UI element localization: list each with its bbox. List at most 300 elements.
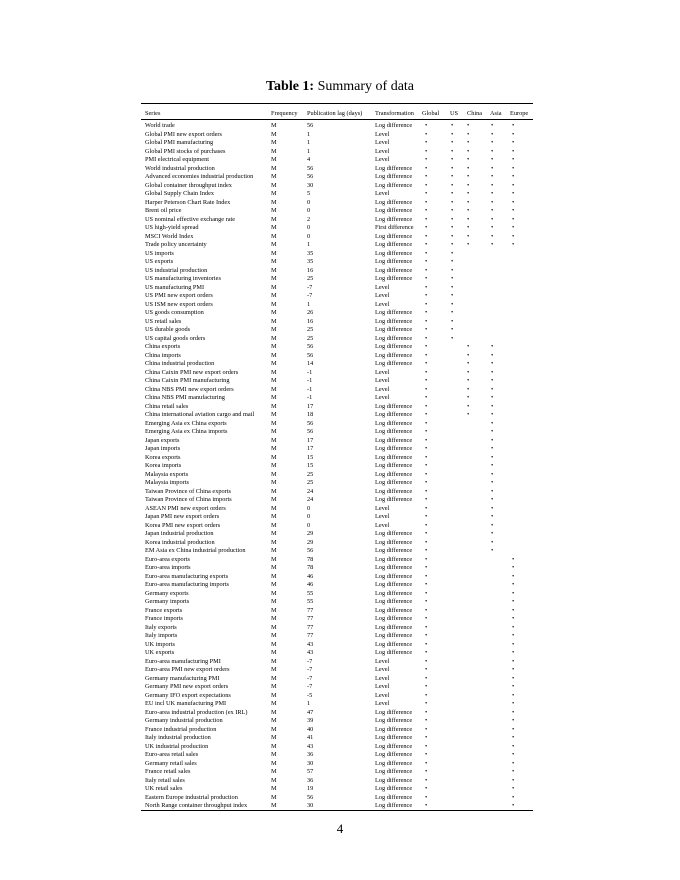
global-marker: • [425, 606, 428, 614]
frequency-cell: M [271, 666, 277, 673]
transformation-cell: Log difference [375, 564, 413, 571]
frequency-cell: M [271, 368, 277, 376]
transformation-cell: Log difference [375, 122, 413, 129]
publication-lag-cell: -1 [307, 377, 313, 384]
europe-marker: • [512, 802, 515, 809]
table-row [0, 598, 680, 607]
china-marker: • [467, 181, 470, 189]
header-us: US [450, 110, 459, 117]
frequency-cell: M [271, 445, 277, 452]
table-row [0, 292, 680, 301]
asia-marker: • [491, 470, 494, 478]
global-marker: • [425, 598, 428, 605]
europe-marker: • [512, 555, 515, 563]
table-row [0, 581, 680, 590]
table-row [0, 539, 680, 548]
series-cell: US durable goods [145, 326, 191, 333]
table-row [0, 131, 680, 140]
publication-lag-cell: 46 [307, 572, 314, 580]
table-row [0, 496, 680, 505]
publication-lag-cell: 0 [307, 521, 311, 529]
table-row [0, 411, 680, 420]
asia-marker: • [491, 139, 494, 146]
frequency-cell: M [271, 674, 277, 682]
header-china: China [467, 110, 483, 117]
europe-marker: • [512, 657, 515, 665]
global-marker: • [425, 139, 428, 146]
global-marker: • [425, 360, 428, 367]
transformation-cell: Log difference [375, 623, 413, 631]
transformation-cell: Log difference [375, 615, 413, 622]
europe-marker: • [512, 742, 515, 750]
header-global: Global [422, 110, 440, 117]
frequency-cell: M [271, 351, 277, 359]
series-cell: Germany exports [145, 589, 189, 597]
frequency-cell: M [271, 683, 277, 690]
global-marker: • [425, 657, 428, 665]
global-marker: • [425, 130, 428, 138]
frequency-cell: M [271, 521, 277, 529]
china-marker: • [467, 394, 470, 401]
frequency-cell: M [271, 785, 277, 792]
series-cell: PMI electrical equipment [145, 156, 209, 163]
transformation-cell: Level [375, 666, 390, 673]
global-marker: • [425, 538, 428, 546]
global-marker: • [425, 198, 428, 206]
table-row [0, 726, 680, 735]
publication-lag-cell: 25 [307, 470, 314, 478]
frequency-cell: M [271, 547, 277, 554]
global-marker: • [425, 377, 428, 384]
publication-lag-cell: -7 [307, 683, 313, 690]
table-row [0, 190, 680, 199]
frequency-cell: M [271, 751, 277, 758]
series-cell: UK industrial production [145, 742, 209, 750]
table-row [0, 343, 680, 352]
asia-marker: • [491, 411, 494, 418]
publication-lag-cell: 43 [307, 649, 314, 656]
publication-lag-cell: -7 [307, 666, 313, 673]
table-row [0, 224, 680, 233]
publication-lag-cell: 40 [307, 725, 314, 733]
transformation-cell: Level [375, 657, 390, 665]
series-cell: Germany industrial production [145, 717, 223, 724]
us-marker: • [451, 181, 454, 189]
china-marker: • [467, 122, 470, 129]
table-row [0, 692, 680, 701]
table-row [0, 632, 680, 641]
transformation-cell: Level [375, 130, 390, 138]
global-marker: • [425, 317, 428, 325]
transformation-cell: Log difference [375, 317, 413, 325]
frequency-cell: M [271, 496, 277, 503]
frequency-cell: M [271, 470, 277, 478]
frequency-cell: M [271, 615, 277, 622]
asia-marker: • [491, 368, 494, 376]
series-cell: US manufacturing PMI [145, 283, 205, 291]
publication-lag-cell: 36 [307, 751, 314, 758]
publication-lag-cell: 18 [307, 411, 314, 418]
asia-marker: • [491, 224, 494, 231]
global-marker: • [425, 615, 428, 622]
table-row [0, 445, 680, 454]
transformation-cell: Level [375, 292, 390, 299]
publication-lag-cell: 78 [307, 555, 314, 563]
publication-lag-cell: 19 [307, 785, 314, 792]
publication-lag-cell: -5 [307, 691, 313, 699]
publication-lag-cell: -1 [307, 385, 313, 393]
series-cell: Brent oil price [145, 207, 182, 214]
china-marker: • [467, 215, 470, 223]
transformation-cell: Log difference [375, 402, 413, 410]
frequency-cell: M [271, 462, 277, 469]
transformation-cell: Log difference [375, 734, 413, 741]
series-cell: US retail sales [145, 317, 182, 325]
publication-lag-cell: 35 [307, 249, 314, 257]
transformation-cell: Log difference [375, 334, 413, 342]
europe-marker: • [512, 164, 515, 172]
global-marker: • [425, 470, 428, 478]
table-top-rule [141, 103, 533, 104]
asia-marker: • [491, 173, 494, 180]
frequency-cell: M [271, 759, 277, 767]
publication-lag-cell: 29 [307, 538, 314, 546]
series-cell: China international aviation cargo and mail [145, 411, 255, 418]
europe-marker: • [512, 232, 515, 240]
transformation-cell: Log difference [375, 598, 413, 605]
table-row [0, 649, 680, 658]
frequency-cell: M [271, 402, 277, 410]
global-marker: • [425, 572, 428, 580]
frequency-cell: M [271, 564, 277, 571]
frequency-cell: M [271, 207, 277, 214]
publication-lag-cell: 1 [307, 139, 311, 146]
global-marker: • [425, 589, 428, 597]
series-cell: Euro-area manufacturing exports [145, 572, 229, 580]
series-cell: Taiwan Province of China exports [145, 487, 231, 495]
frequency-cell: M [271, 793, 277, 801]
transformation-cell: Level [375, 394, 390, 401]
table-row [0, 751, 680, 760]
transformation-cell: Log difference [375, 632, 413, 639]
table-body [0, 122, 680, 811]
publication-lag-cell: 39 [307, 717, 314, 724]
table-row [0, 207, 680, 216]
series-cell: Germany PMI new export orders [145, 683, 229, 690]
table-row [0, 139, 680, 148]
global-marker: • [425, 224, 428, 231]
transformation-cell: Log difference [375, 802, 413, 809]
frequency-cell: M [271, 598, 277, 605]
europe-marker: • [512, 181, 515, 189]
publication-lag-cell: 16 [307, 266, 314, 274]
frequency-cell: M [271, 215, 277, 223]
publication-lag-cell: 56 [307, 793, 314, 801]
europe-marker: • [512, 598, 515, 605]
us-marker: • [451, 249, 454, 257]
table-row [0, 462, 680, 471]
transformation-cell: Log difference [375, 555, 413, 563]
frequency-cell: M [271, 453, 277, 461]
china-marker: • [467, 164, 470, 172]
asia-marker: • [491, 479, 494, 486]
series-cell: China Caixin PMI manufacturing [145, 377, 230, 384]
frequency-cell: M [271, 581, 277, 588]
series-cell: China NBS PMI new export orders [145, 385, 234, 393]
table-row [0, 530, 680, 539]
global-marker: • [425, 428, 428, 435]
series-cell: Japan imports [145, 445, 181, 452]
publication-lag-cell: 29 [307, 530, 314, 537]
global-marker: • [425, 275, 428, 282]
series-cell: Taiwan Province of China imports [145, 496, 232, 503]
frequency-cell: M [271, 572, 277, 580]
frequency-cell: M [271, 776, 277, 784]
series-cell: Korea PMI new export orders [145, 521, 221, 529]
series-cell: Italy retail sales [145, 776, 185, 784]
publication-lag-cell: 25 [307, 334, 314, 342]
frequency-cell: M [271, 130, 277, 138]
transformation-cell: Level [375, 683, 390, 690]
global-marker: • [425, 691, 428, 699]
table-row [0, 454, 680, 463]
frequency-cell: M [271, 360, 277, 367]
china-marker: • [467, 343, 470, 350]
publication-lag-cell: 25 [307, 479, 314, 486]
publication-lag-cell: 1 [307, 241, 311, 248]
china-marker: • [467, 232, 470, 240]
global-marker: • [425, 249, 428, 257]
china-marker: • [467, 173, 470, 180]
transformation-cell: Level [375, 283, 390, 291]
publication-lag-cell: 25 [307, 275, 314, 282]
series-cell: Euro-area PMI new export orders [145, 666, 230, 673]
table-row [0, 675, 680, 684]
global-marker: • [425, 411, 428, 418]
asia-marker: • [491, 156, 494, 163]
transformation-cell: Level [375, 521, 390, 529]
publication-lag-cell: 43 [307, 742, 314, 750]
frequency-cell: M [271, 377, 277, 384]
transformation-cell: Log difference [375, 326, 413, 333]
europe-marker: • [512, 130, 515, 138]
global-marker: • [425, 215, 428, 223]
transformation-cell: Log difference [375, 351, 413, 359]
frequency-cell: M [271, 717, 277, 724]
publication-lag-cell: 41 [307, 734, 314, 741]
transformation-cell: Level [375, 513, 390, 520]
series-cell: Germany IFO export expectations [145, 691, 231, 699]
europe-marker: • [512, 683, 515, 690]
series-cell: China NBS PMI manufacturing [145, 394, 225, 401]
europe-marker: • [512, 589, 515, 597]
china-marker: • [467, 411, 470, 418]
china-marker: • [467, 402, 470, 410]
transformation-cell: Log difference [375, 462, 413, 469]
us-marker: • [451, 326, 454, 333]
asia-marker: • [491, 207, 494, 214]
europe-marker: • [512, 700, 515, 707]
china-marker: • [467, 139, 470, 146]
transformation-cell: Log difference [375, 198, 413, 206]
us-marker: • [451, 309, 454, 316]
table-row [0, 785, 680, 794]
transformation-cell: Log difference [375, 419, 413, 427]
series-cell: Global PMI new export orders [145, 130, 222, 138]
series-cell: Harper Peterson Chart Rate Index [145, 198, 231, 206]
series-cell: Germany retail sales [145, 759, 197, 767]
transformation-cell: Log difference [375, 751, 413, 758]
asia-marker: • [491, 394, 494, 401]
global-marker: • [425, 708, 428, 716]
us-marker: • [451, 156, 454, 163]
table-row [0, 360, 680, 369]
europe-marker: • [512, 581, 515, 588]
global-marker: • [425, 496, 428, 503]
table-row [0, 156, 680, 165]
transformation-cell: Log difference [375, 606, 413, 614]
europe-marker: • [512, 224, 515, 231]
series-cell: Euro-area manufacturing imports [145, 581, 229, 588]
transformation-cell: Log difference [375, 649, 413, 656]
global-marker: • [425, 445, 428, 452]
global-marker: • [425, 368, 428, 376]
asia-marker: • [491, 504, 494, 512]
europe-marker: • [512, 632, 515, 639]
series-cell: World trade [145, 122, 175, 129]
europe-marker: • [512, 572, 515, 580]
table-row [0, 573, 680, 582]
china-marker: • [467, 190, 470, 197]
transformation-cell: Log difference [375, 538, 413, 546]
series-cell: US PMI new export orders [145, 292, 213, 299]
global-marker: • [425, 326, 428, 333]
europe-marker: • [512, 725, 515, 733]
global-marker: • [425, 292, 428, 299]
frequency-cell: M [271, 700, 277, 707]
table-row [0, 564, 680, 573]
transformation-cell: Log difference [375, 717, 413, 724]
europe-marker: • [512, 640, 515, 648]
series-cell: China exports [145, 343, 181, 350]
table-row [0, 760, 680, 769]
table-row [0, 258, 680, 267]
table-row [0, 199, 680, 208]
global-marker: • [425, 751, 428, 758]
transformation-cell: First difference [375, 224, 414, 231]
global-marker: • [425, 462, 428, 469]
us-marker: • [451, 275, 454, 282]
publication-lag-cell: 14 [307, 360, 314, 367]
transformation-cell: Log difference [375, 266, 413, 274]
transformation-cell: Log difference [375, 411, 413, 418]
asia-marker: • [491, 147, 494, 155]
global-marker: • [425, 232, 428, 240]
transformation-cell: Log difference [375, 436, 413, 444]
table-row [0, 709, 680, 718]
table-row [0, 275, 680, 284]
transformation-cell: Log difference [375, 215, 413, 223]
transformation-cell: Log difference [375, 785, 413, 792]
frequency-cell: M [271, 640, 277, 648]
china-marker: • [467, 385, 470, 393]
table-caption-label: Table 1: [265, 79, 315, 94]
header-europe: Europe [510, 110, 529, 117]
transformation-cell: Log difference [375, 275, 413, 282]
series-cell: Emerging Asia ex China imports [145, 428, 228, 435]
us-marker: • [451, 292, 454, 299]
europe-marker: • [512, 666, 515, 673]
transformation-cell: Log difference [375, 487, 413, 495]
series-cell: Advanced economies industrial production [145, 173, 254, 180]
europe-marker: • [512, 768, 515, 775]
us-marker: • [451, 122, 454, 129]
transformation-cell: Log difference [375, 249, 413, 257]
china-marker: • [467, 147, 470, 155]
series-cell: Global container throughput index [145, 181, 232, 189]
global-marker: • [425, 122, 428, 129]
asia-marker: • [491, 181, 494, 189]
frequency-cell: M [271, 334, 277, 342]
table-caption-text: Summary of data [317, 79, 415, 94]
frequency-cell: M [271, 530, 277, 537]
global-marker: • [425, 300, 428, 308]
global-marker: • [425, 207, 428, 214]
us-marker: • [451, 190, 454, 197]
china-marker: • [467, 377, 470, 384]
frequency-cell: M [271, 394, 277, 401]
publication-lag-cell: 56 [307, 351, 314, 359]
europe-marker: • [512, 173, 515, 180]
china-marker: • [467, 241, 470, 248]
series-cell: Euro-area retail sales [145, 751, 199, 758]
series-cell: China Caixin PMI new export orders [145, 368, 239, 376]
asia-marker: • [491, 190, 494, 197]
asia-marker: • [491, 530, 494, 537]
europe-marker: • [512, 198, 515, 206]
europe-marker: • [512, 734, 515, 741]
table-row [0, 267, 680, 276]
europe-marker: • [512, 785, 515, 792]
asia-marker: • [491, 487, 494, 495]
global-marker: • [425, 164, 428, 172]
china-marker: • [467, 207, 470, 214]
publication-lag-cell: 15 [307, 453, 314, 461]
frequency-cell: M [271, 734, 277, 741]
table-row [0, 479, 680, 488]
transformation-cell: Level [375, 674, 390, 682]
us-marker: • [451, 139, 454, 146]
frequency-cell: M [271, 479, 277, 486]
publication-lag-cell: 36 [307, 776, 314, 784]
table-row [0, 241, 680, 250]
global-marker: • [425, 385, 428, 393]
china-marker: • [467, 224, 470, 231]
global-marker: • [425, 793, 428, 801]
frequency-cell: M [271, 538, 277, 546]
table-row [0, 403, 680, 412]
asia-marker: • [491, 462, 494, 469]
series-cell: US manufacturing inventories [145, 275, 221, 282]
table-row [0, 556, 680, 565]
global-marker: • [425, 453, 428, 461]
series-cell: France retail sales [145, 768, 191, 775]
frequency-cell: M [271, 691, 277, 699]
transformation-cell: Log difference [375, 428, 413, 435]
global-marker: • [425, 504, 428, 512]
transformation-cell: Log difference [375, 742, 413, 750]
table-row [0, 615, 680, 624]
